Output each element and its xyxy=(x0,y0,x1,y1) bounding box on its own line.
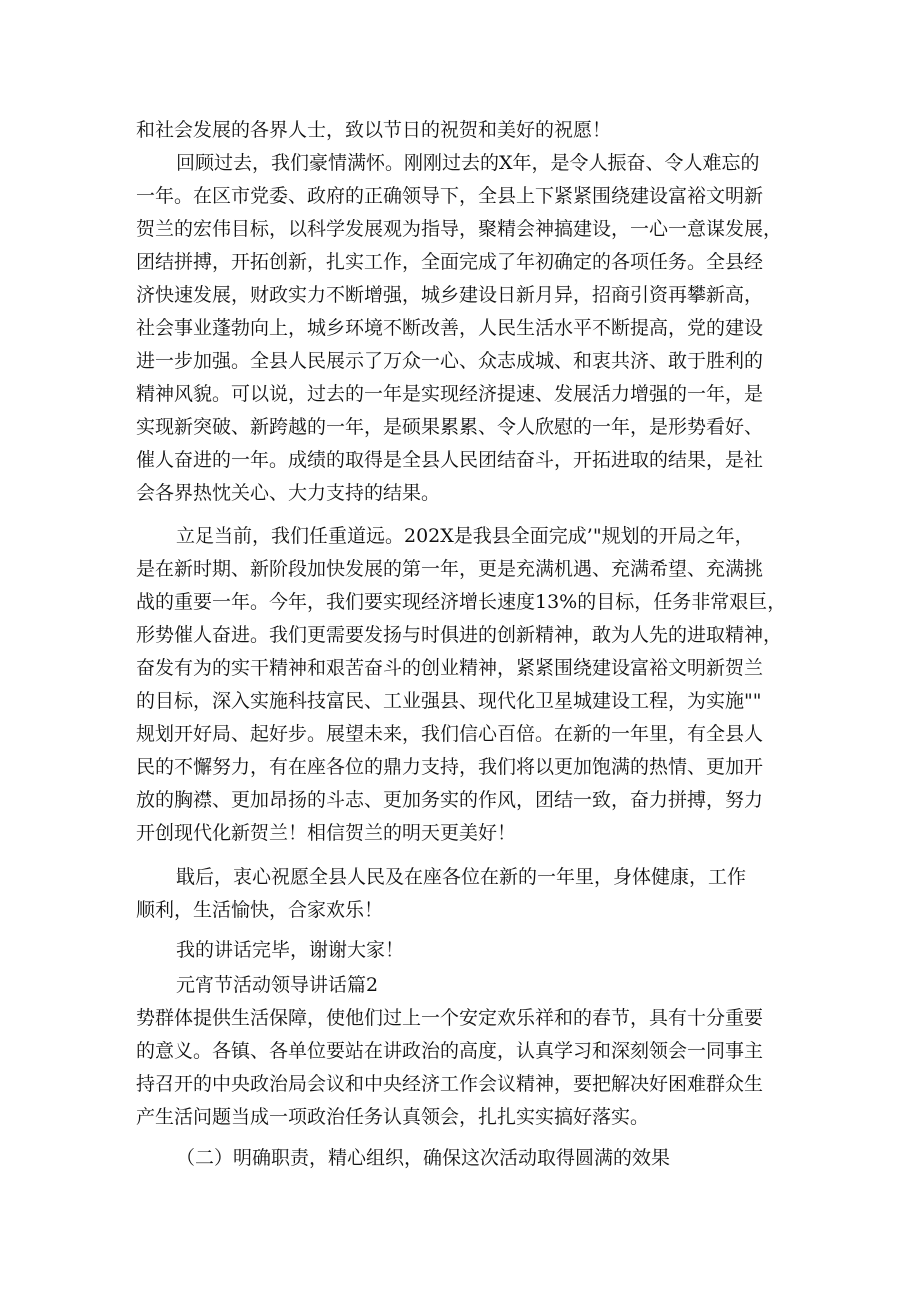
text-line: 济快速发展，财政实力不断增强，城乡建设日新月异，招商引资再攀新高， xyxy=(136,284,764,306)
text-line: 奋发有为的实干精神和艰苦奋斗的创业精神，紧紧围绕建设富裕文明新贺兰 xyxy=(136,657,764,679)
text-line: 会各界热忱关心、大力支持的结果。 xyxy=(136,482,441,504)
text-line: 戢后，衷心祝愿全县人民及在座各位在新的一年里，身体健康，工作 xyxy=(176,866,747,888)
text-line: 进一步加强。全县人民展示了万众一心、众志成城、和衷共济、敢于胜利的 xyxy=(136,350,764,372)
section-heading: （二）明确职责，精心组织，确保这次活动取得圆满的效果 xyxy=(176,1147,671,1169)
text-line: 立足当前，我们任重道远。202X是我县全面完成’"规划的开局之年， xyxy=(176,525,754,547)
text-line: 回顾过去，我们豪情满怀。刚刚过去的X年，是令人振奋、令人难忘的 xyxy=(176,152,760,174)
text-line: 贺兰的宏伟目标，以科学发展观为指导，聚精会神搞建设，一心一意谋发展， xyxy=(136,218,783,240)
text-line: 顺利，生活愉快，合家欢乐！ xyxy=(136,899,384,921)
text-line: 社会事业蓬勃向上，城乡环境不断改善，人民生活水平不断提高，党的建设 xyxy=(136,317,764,339)
text-line: 持召开的中央政治局会议和中央经济工作会议精神，要把解决好困难群众生 xyxy=(136,1073,764,1095)
text-line: 民的不懈努力，有在座各位的鼎力支持，我们将以更加饱满的热情、更加开 xyxy=(136,756,764,778)
text-line: 我的讲话完毕，谢谢大家！ xyxy=(176,939,405,961)
text-line: 开创现代化新贺兰！相信贺兰的明天更美好！ xyxy=(136,822,517,844)
text-line: 战的重要一年。今年，我们要实现经济增长速度13%的目标，任务非常艰巨， xyxy=(136,591,787,613)
text-line: 实现新突破、新跨越的一年，是硕果累累、令人欣慰的一年，是形势看好、 xyxy=(136,416,764,438)
text-line: 的意义。各镇、各单位要站在讲政治的高度，认真学习和深刻领会一同事主 xyxy=(136,1040,764,1062)
text-line: 和社会发展的各界人士，致以节日的祝贺和美好的祝愿！ xyxy=(136,119,612,141)
text-line: 团结拼搏，开拓创新，扎实工作，全面完成了年初确定的各项任务。全县经 xyxy=(136,251,764,273)
text-line: 势群体提供生活保障，使他们过上一个安定欢乐祥和的春节，具有十分重要 xyxy=(136,1007,764,1029)
text-line: 放的胸襟、更加昂扬的斗志、更加务实的作风，团结一致，奋力拼搏，努力 xyxy=(136,789,764,811)
section-title: 元宵节活动领导讲话篇2 xyxy=(176,974,379,996)
text-line: 一年。在区市党委、政府的正确领导下，全县上下紧紧围绕建设富裕文明新 xyxy=(136,185,764,207)
text-line: 产生活问题当成一项政治任务认真领会，扎扎实实搞好落实。 xyxy=(136,1106,650,1128)
text-line: 精神风貌。可以说，过去的一年是实现经济提速、发展活力增强的一年，是 xyxy=(136,383,764,405)
text-line: 形势催人奋进。我们更需要发扬与时俱进的创新精神，敢为人先的进取精神， xyxy=(136,624,783,646)
text-line: 是在新时期、新阶段加快发展的第一年，更是充满机遇、充满希望、充满挑 xyxy=(136,558,764,580)
text-line: 的目标，深入实施科技富民、工业强县、现代化卫星城建设工程，为实施"" xyxy=(136,690,762,712)
text-line: 催人奋进的一年。成绩的取得是全县人民团结奋斗，开拓进取的结果，是社 xyxy=(136,449,764,471)
text-line: 规划开好局、起好步。展望未来，我们信心百倍。在新的一年里，有全县人 xyxy=(136,723,764,745)
